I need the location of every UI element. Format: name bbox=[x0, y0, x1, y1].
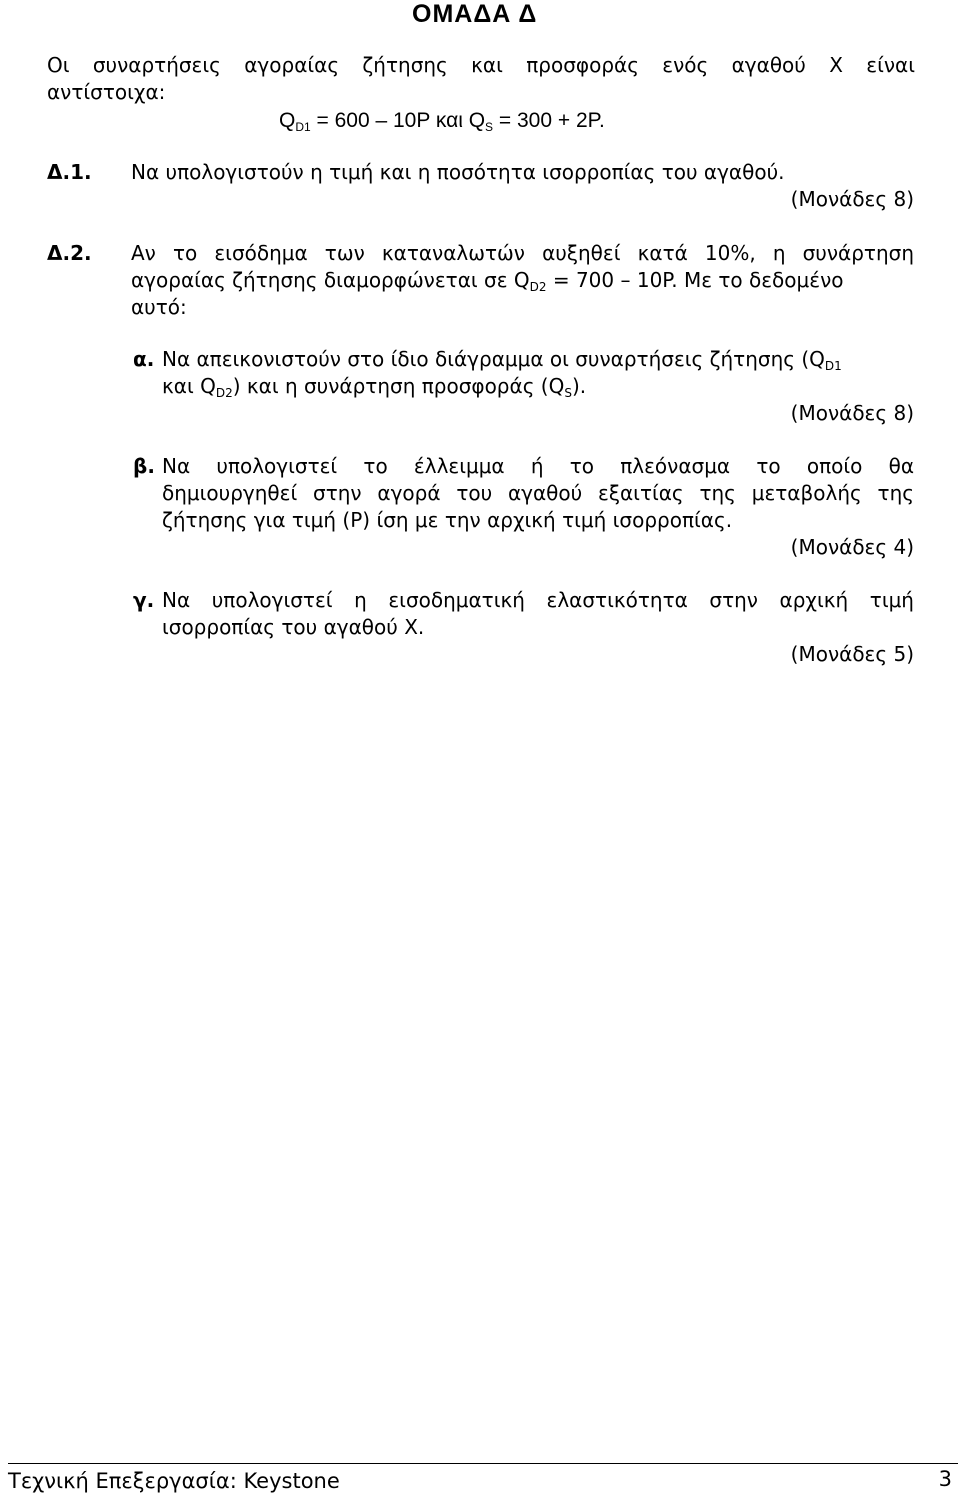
subquestion-c-line-2: ισορροπίας του αγαθού Χ. bbox=[162, 615, 425, 639]
question-d1-text: Να υπολογιστούν η τιμή και η ποσότητα ισορροπίας του αγαθού. bbox=[131, 160, 785, 184]
subquestion-b-line-1: Να υπολογιστεί το έλλειμμα ή το πλεόνασμα το οποίο θα bbox=[162, 454, 914, 478]
formula-end: = 300 + 2P. bbox=[493, 109, 605, 132]
a-line1-start: Να απεικονιστούν στο ίδιο διάγραμμα οι συναρτήσεις ζήτησης (Q bbox=[162, 347, 825, 371]
footer-rule bbox=[8, 1463, 958, 1464]
subquestion-c-line-1: Να υπολογιστεί η εισοδηματική ελαστικότητα στην αρχική τιμή bbox=[162, 588, 914, 612]
a-line1-sub: D1 bbox=[824, 359, 842, 373]
question-d2-line-2 bbox=[131, 267, 843, 294]
question-d2-line-1: Αν το εισόδημα των καταναλωτών αυξηθεί κατά 10%, η συνάρτηση bbox=[131, 241, 914, 265]
subquestion-b-line-3: ζήτησης για τιμή (Ρ) ίση με την αρχική τιμή ισορροπίας. bbox=[162, 508, 733, 532]
d2-line2-sub: D2 bbox=[529, 280, 547, 294]
a-line2-sub2: S bbox=[564, 386, 572, 400]
subquestion-b-marks: (Μονάδες 4) bbox=[790, 535, 914, 559]
intro-line-1: Οι συναρτήσεις αγοραίας ζήτησης και προσφοράς ενός αγαθού Χ είναι bbox=[47, 53, 915, 77]
question-d1-label: Δ.1. bbox=[47, 160, 92, 184]
d2-line2-end: = 700 – 10P. Με το δεδομένο bbox=[546, 268, 844, 292]
a-line2-start: και Q bbox=[162, 374, 216, 398]
formula-sub-d1: D1 bbox=[295, 120, 311, 134]
market-functions-formula bbox=[279, 107, 605, 134]
footer-page-number: 3 bbox=[938, 1467, 952, 1491]
footer-credit: Τεχνική Επεξεργασία: Keystone bbox=[8, 1469, 340, 1493]
subquestion-c-marks: (Μονάδες 5) bbox=[790, 642, 914, 666]
subquestion-c-label: γ. bbox=[133, 588, 155, 612]
subquestion-a-label: α. bbox=[133, 347, 155, 371]
a-line2-sub: D2 bbox=[215, 386, 233, 400]
subquestion-b-line-2: δημιουργηθεί στην αγορά του αγαθού εξαιτίας της μεταβολής της bbox=[162, 481, 914, 505]
subquestion-a-marks: (Μονάδες 8) bbox=[790, 401, 914, 425]
subquestion-a-line-1 bbox=[162, 346, 842, 373]
formula-mid: = 600 – 10P και Q bbox=[310, 109, 486, 132]
question-d1-marks: (Μονάδες 8) bbox=[790, 187, 914, 211]
a-line2-end: ). bbox=[571, 374, 587, 398]
formula-sub-s: S bbox=[485, 120, 494, 134]
subquestion-a-line-2 bbox=[162, 373, 586, 400]
question-d2-label: Δ.2. bbox=[47, 241, 92, 265]
page-heading: ΟΜΑΔΑ Δ bbox=[412, 0, 538, 28]
a-line2-mid: ) και η συνάρτηση προσφοράς (Q bbox=[232, 374, 565, 398]
intro-line-2: αντίστοιχα: bbox=[47, 80, 166, 104]
question-d2-line-3: αυτό: bbox=[131, 295, 187, 319]
formula-q: Q bbox=[279, 109, 296, 132]
subquestion-b-label: β. bbox=[133, 454, 155, 478]
d2-line2-start: αγοραίας ζήτησης διαμορφώνεται σε Q bbox=[131, 268, 530, 292]
